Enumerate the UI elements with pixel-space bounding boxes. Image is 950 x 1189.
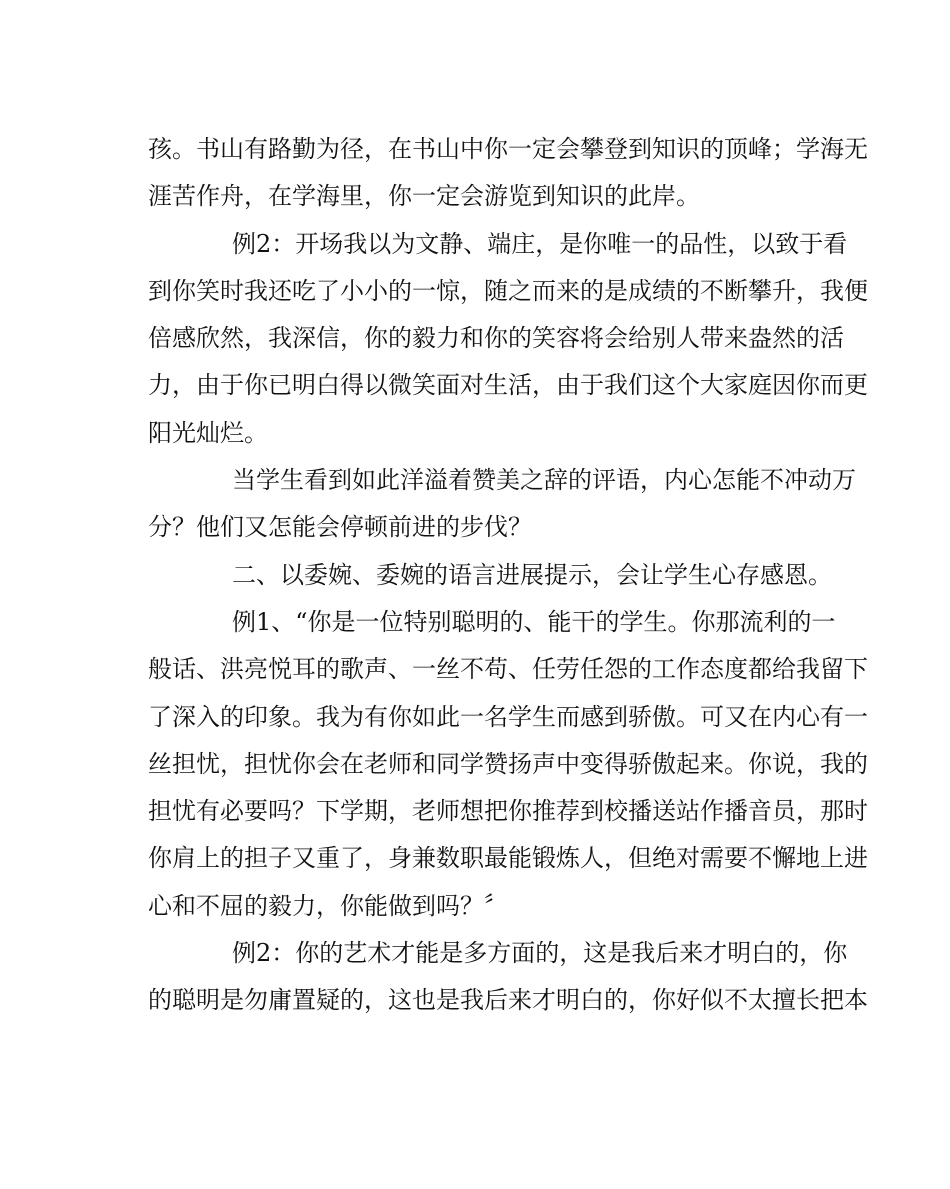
- text-line: 到你笑时我还吃了小小的一惊，随之而来的是成绩的不断攀升，我便: [148, 276, 868, 305]
- text-line: 心和不屈的毅力，你能做到吗？〞: [148, 891, 508, 920]
- text-line: 的聪明是勿庸置疑的，这也是我后来才明白的，你好似不太擅长把本: [148, 986, 868, 1015]
- text-line: 力，由于你已明白得以微笑面对生活，由于我们这个大家庭因你而更: [148, 371, 868, 400]
- text-line: 担忧有必要吗？下学期，老师想把你推荐到校播送站作播音员，那时: [148, 797, 868, 826]
- paragraph-first-line: 例1、“你是一位特别聪明的、能干的学生。你那流利的一: [232, 607, 836, 636]
- document-body: [148, 126, 868, 1025]
- paragraph-first-line: 当学生看到如此洋溢着赞美之辞的评语，内心怎能不冲动万: [232, 466, 856, 495]
- text-line: 般话、洪亮悦耳的歌声、一丝不苟、任劳任怨的工作态度都给我留下: [148, 655, 868, 684]
- text-line: 涯苦作舟，在学海里，你一定会游览到知识的此岸。: [148, 182, 700, 211]
- text-line: 丝担忧，担忧你会在老师和同学赞扬声中变得骄傲起来。你说，我的: [148, 749, 868, 778]
- paragraph-first-line: 例2：开场我以为文静、端庄，是你唯一的品性，以致于看: [232, 229, 848, 258]
- paragraph-first-line: 例2：你的艺术才能是多方面的，这是我后来才明白的，你: [232, 939, 848, 968]
- text-line: 倍感欣然，我深信，你的毅力和你的笑容将会给别人带来盎然的活: [148, 324, 844, 353]
- text-line: 阳光灿烂。: [148, 418, 268, 447]
- text-line: 你肩上的担子又重了，身兼数职最能锻炼人，但绝对需要不懈地上进: [148, 844, 868, 873]
- section-heading: 二、以委婉、委婉的语言进展提示，会让学生心存感恩。: [232, 560, 832, 589]
- text-line: 了深入的印象。我为有你如此一名学生而感到骄傲。可又在内心有一: [148, 702, 868, 731]
- text-line: 分？他们又怎能会停顿前进的步伐？: [148, 513, 532, 542]
- text-line: 孩。书山有路勤为径，在书山中你一定会攀登到知识的顶峰；学海无: [148, 135, 868, 163]
